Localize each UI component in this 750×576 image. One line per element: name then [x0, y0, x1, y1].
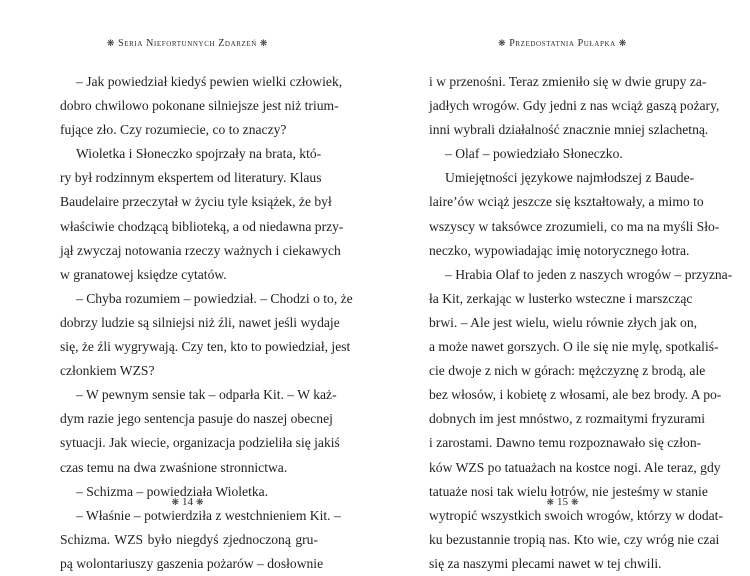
- text-line: jadłych wrogów. Gdy jedni z nas wciąż gaszą pożary,: [429, 98, 720, 114]
- text-line: bez włosów, i kobietę z włosami, ale bez brody. A po-: [429, 387, 722, 403]
- ornament-icon: ❋: [498, 38, 507, 48]
- text-line: Umiejętności językowe najmłodszej z Baude-: [445, 170, 695, 186]
- running-header-text: Przedostatnia Pułapka: [509, 38, 616, 49]
- text-line: cie dwoje z nich w górach: mężczyznę z brodą, ale: [429, 363, 706, 379]
- text-line: – Chyba rozumiem – powiedział. – Chodzi o to, że: [76, 290, 353, 306]
- text-line: Baudelaire przeczytał w życiu tyle książek, że był: [60, 194, 332, 210]
- text-line: – Olaf – powiedziało Słoneczko.: [445, 146, 623, 162]
- text-line: się, że źli wygrywają. Czy ten, kto to powiedział, jest: [60, 339, 351, 355]
- text-line: ku bezustannie tropią nas. Kto wie, czy wróg nie czai: [429, 531, 720, 547]
- text-line: członkiem WZS?: [60, 363, 155, 379]
- right-page: [375, 0, 750, 571]
- text-line: dobrzy ludzie są silniejsi niż źli, nawet jeśli wydaje: [60, 314, 340, 330]
- text-line: laire’ów wciąż jeszcze się kształtowały, a mimo to: [429, 194, 704, 210]
- text-line: ła Kit, zerkając w lusterko wsteczne i marszcząc: [429, 290, 693, 306]
- page-number-left: [0, 496, 375, 508]
- text-line: Wioletka i Słoneczko spojrzały na brata, któ-: [76, 146, 322, 162]
- text-line: Schizma. WZS było niegdyś zjednoczoną gru-: [60, 531, 318, 547]
- text-line: i zarostami. Dawno temu rozpoznawało się człon-: [429, 435, 702, 451]
- text-line: – Jak powiedział kiedyś pewien wielki człowiek,: [76, 74, 343, 89]
- text-line: fujące zło. Czy rozumiecie, co to znaczy?: [60, 122, 287, 138]
- text-line: czas temu na dwa zwaśnione stronnictwa.: [60, 459, 288, 475]
- text-line: – Schizma – powiedziała Wioletka.: [76, 483, 269, 499]
- text-line: ry był rodzinnym ekspertem od literatury. Klaus: [60, 170, 322, 186]
- text-line: właściwie chodzącą biblioteką, a od niedawna przy-: [60, 218, 344, 234]
- ornament-icon: ❋: [171, 497, 179, 507]
- running-header-left: [0, 38, 375, 49]
- text-line: jął zwyczaj notowania rzeczy ważnych i ciekawych: [60, 242, 341, 258]
- text-line: inni wybrali działalność znacznie mniej szlachetną.: [429, 122, 709, 138]
- ornament-icon: ❋: [618, 38, 627, 48]
- text-line: dobro chwilowo pokonane silniejsze jest niż trium-: [60, 98, 339, 114]
- text-line: tatuaże nosi tak wielu łotrów, nie jesteśmy w stanie: [429, 483, 708, 499]
- text-line: – Właśnie – potwierdziła z westchnieniem Kit. –: [76, 507, 341, 523]
- text-line: brwi. – Ale jest wielu, wielu równie złych jak on,: [429, 314, 698, 330]
- text-line: neczko, wypowiadając imię notorycznego łotra.: [429, 242, 690, 258]
- running-header-text: Seria Niefortunnych Zdarzeń: [118, 38, 257, 49]
- text-line: – W pewnym sensie tak – odparła Kit. – W każ-: [76, 387, 337, 403]
- page-number-right: [375, 496, 750, 508]
- text-line: sytuacji. Jak wiecie, organizacja podzieliła się jakiś: [60, 435, 340, 451]
- page-number-text: 15: [557, 496, 568, 508]
- text-line: wytropić wszystkich swoich wrogów, którzy w dodat-: [429, 507, 723, 523]
- running-header-right: [375, 38, 750, 49]
- text-line: się za naszymi plecami nawet w tej chwili.: [429, 555, 662, 571]
- text-line: pą wolontariuszy gaszenia pożarów – dosłownie: [60, 555, 324, 571]
- ornament-icon: ❋: [196, 497, 204, 507]
- ornament-icon: ❋: [571, 497, 579, 507]
- text-line: dobnych im jest mnóstwo, z rozmaitymi fryzurami: [429, 411, 705, 427]
- text-line: wszyscy w taksówce zrozumieli, co ma na myśli Sło-: [429, 218, 720, 234]
- left-page: [0, 0, 375, 571]
- text-line: ków WZS po tatuażach na kostce nogi. Ale teraz, gdy: [429, 459, 721, 475]
- ornament-icon: ❋: [259, 38, 269, 48]
- ornament-icon: ❋: [546, 497, 554, 507]
- text-line: – Hrabia Olaf to jeden z naszych wrogów – przyzna-: [445, 266, 733, 282]
- text-line: dym razie jego sentencja pasuje do naszej obecnej: [60, 411, 333, 427]
- text-line: i w przenośni. Teraz zmieniło się w dwie grupy za-: [429, 74, 707, 89]
- page-number-text: 14: [182, 496, 193, 508]
- text-line: a może nawet gorszych. O ile się nie mylę, spotkaliś-: [429, 339, 719, 355]
- text-line: w granatowej księdze cytatów.: [60, 266, 227, 282]
- ornament-icon: ❋: [106, 38, 116, 48]
